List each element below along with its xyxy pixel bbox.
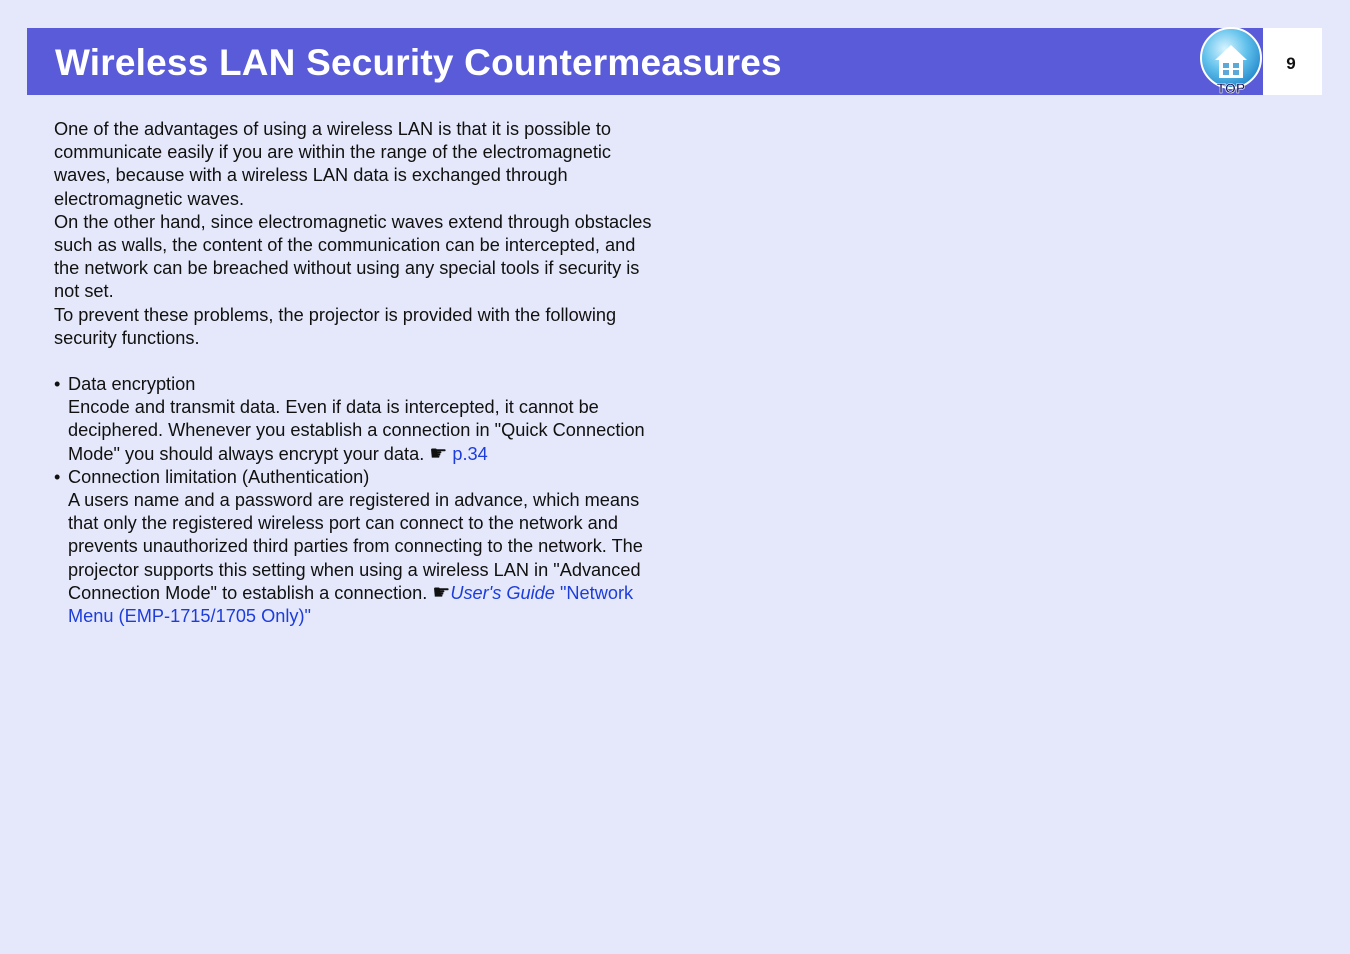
bullet-marker: • bbox=[54, 466, 61, 487]
users-guide-link[interactable]: User's Guide bbox=[450, 582, 555, 603]
list-item-connection-limitation bbox=[54, 466, 664, 628]
page-title: Wireless LAN Security Countermeasures bbox=[55, 42, 782, 83]
spacer bbox=[54, 350, 664, 373]
intro-paragraph: On the other hand, since electromagnetic waves extend through obstacles such as walls, the content of the communication can be intercepted, and the network can be breached without using any special tools if security is not set. bbox=[54, 211, 652, 302]
pointing-hand-icon: ☛ bbox=[429, 442, 448, 465]
main-content bbox=[54, 118, 664, 628]
list-item-data-encryption bbox=[54, 373, 664, 466]
header-bar bbox=[27, 28, 1263, 95]
page-number: 9 bbox=[1286, 54, 1296, 73]
home-icon bbox=[1199, 27, 1263, 95]
bullet-body bbox=[68, 489, 664, 628]
pointing-hand-icon: ☛ bbox=[432, 581, 451, 604]
page-link-p34[interactable]: p.34 bbox=[452, 443, 488, 464]
bullet-body bbox=[68, 396, 664, 466]
bullet-text: A users name and a password are registered in advance, which means that only the registered wireless port can connect to the network and prevents unauthorized third parties from connecting to the network. The projector supports this setting when using a wireless LAN in "Advanced Connection Mode" to establish a connection. bbox=[68, 490, 643, 603]
bullet-heading: Data encryption bbox=[68, 374, 196, 395]
intro-paragraph: To prevent these problems, the projector is provided with the following security functions. bbox=[54, 304, 617, 348]
intro-paragraph: One of the advantages of using a wireless LAN is that it is possible to communicate easily if you are within the range of the electromagnetic waves, because with a wireless LAN data is exchanged through electromagnetic waves. bbox=[54, 119, 612, 209]
bullet-marker: • bbox=[54, 374, 61, 395]
page-number-box bbox=[1263, 28, 1322, 95]
top-button[interactable] bbox=[1199, 27, 1263, 95]
bullet-text: Encode and transmit data. Even if data is intercepted, it cannot be deciphered. Whenever you establish a connection in "Quick Connection Mode" you should always encrypt your data. bbox=[68, 397, 645, 464]
network-menu-link[interactable]: "Network Menu (EMP-1715/1705 Only)" bbox=[68, 582, 634, 627]
top-label: TOP bbox=[1216, 80, 1246, 95]
bullet-heading: Connection limitation (Authentication) bbox=[68, 466, 370, 487]
